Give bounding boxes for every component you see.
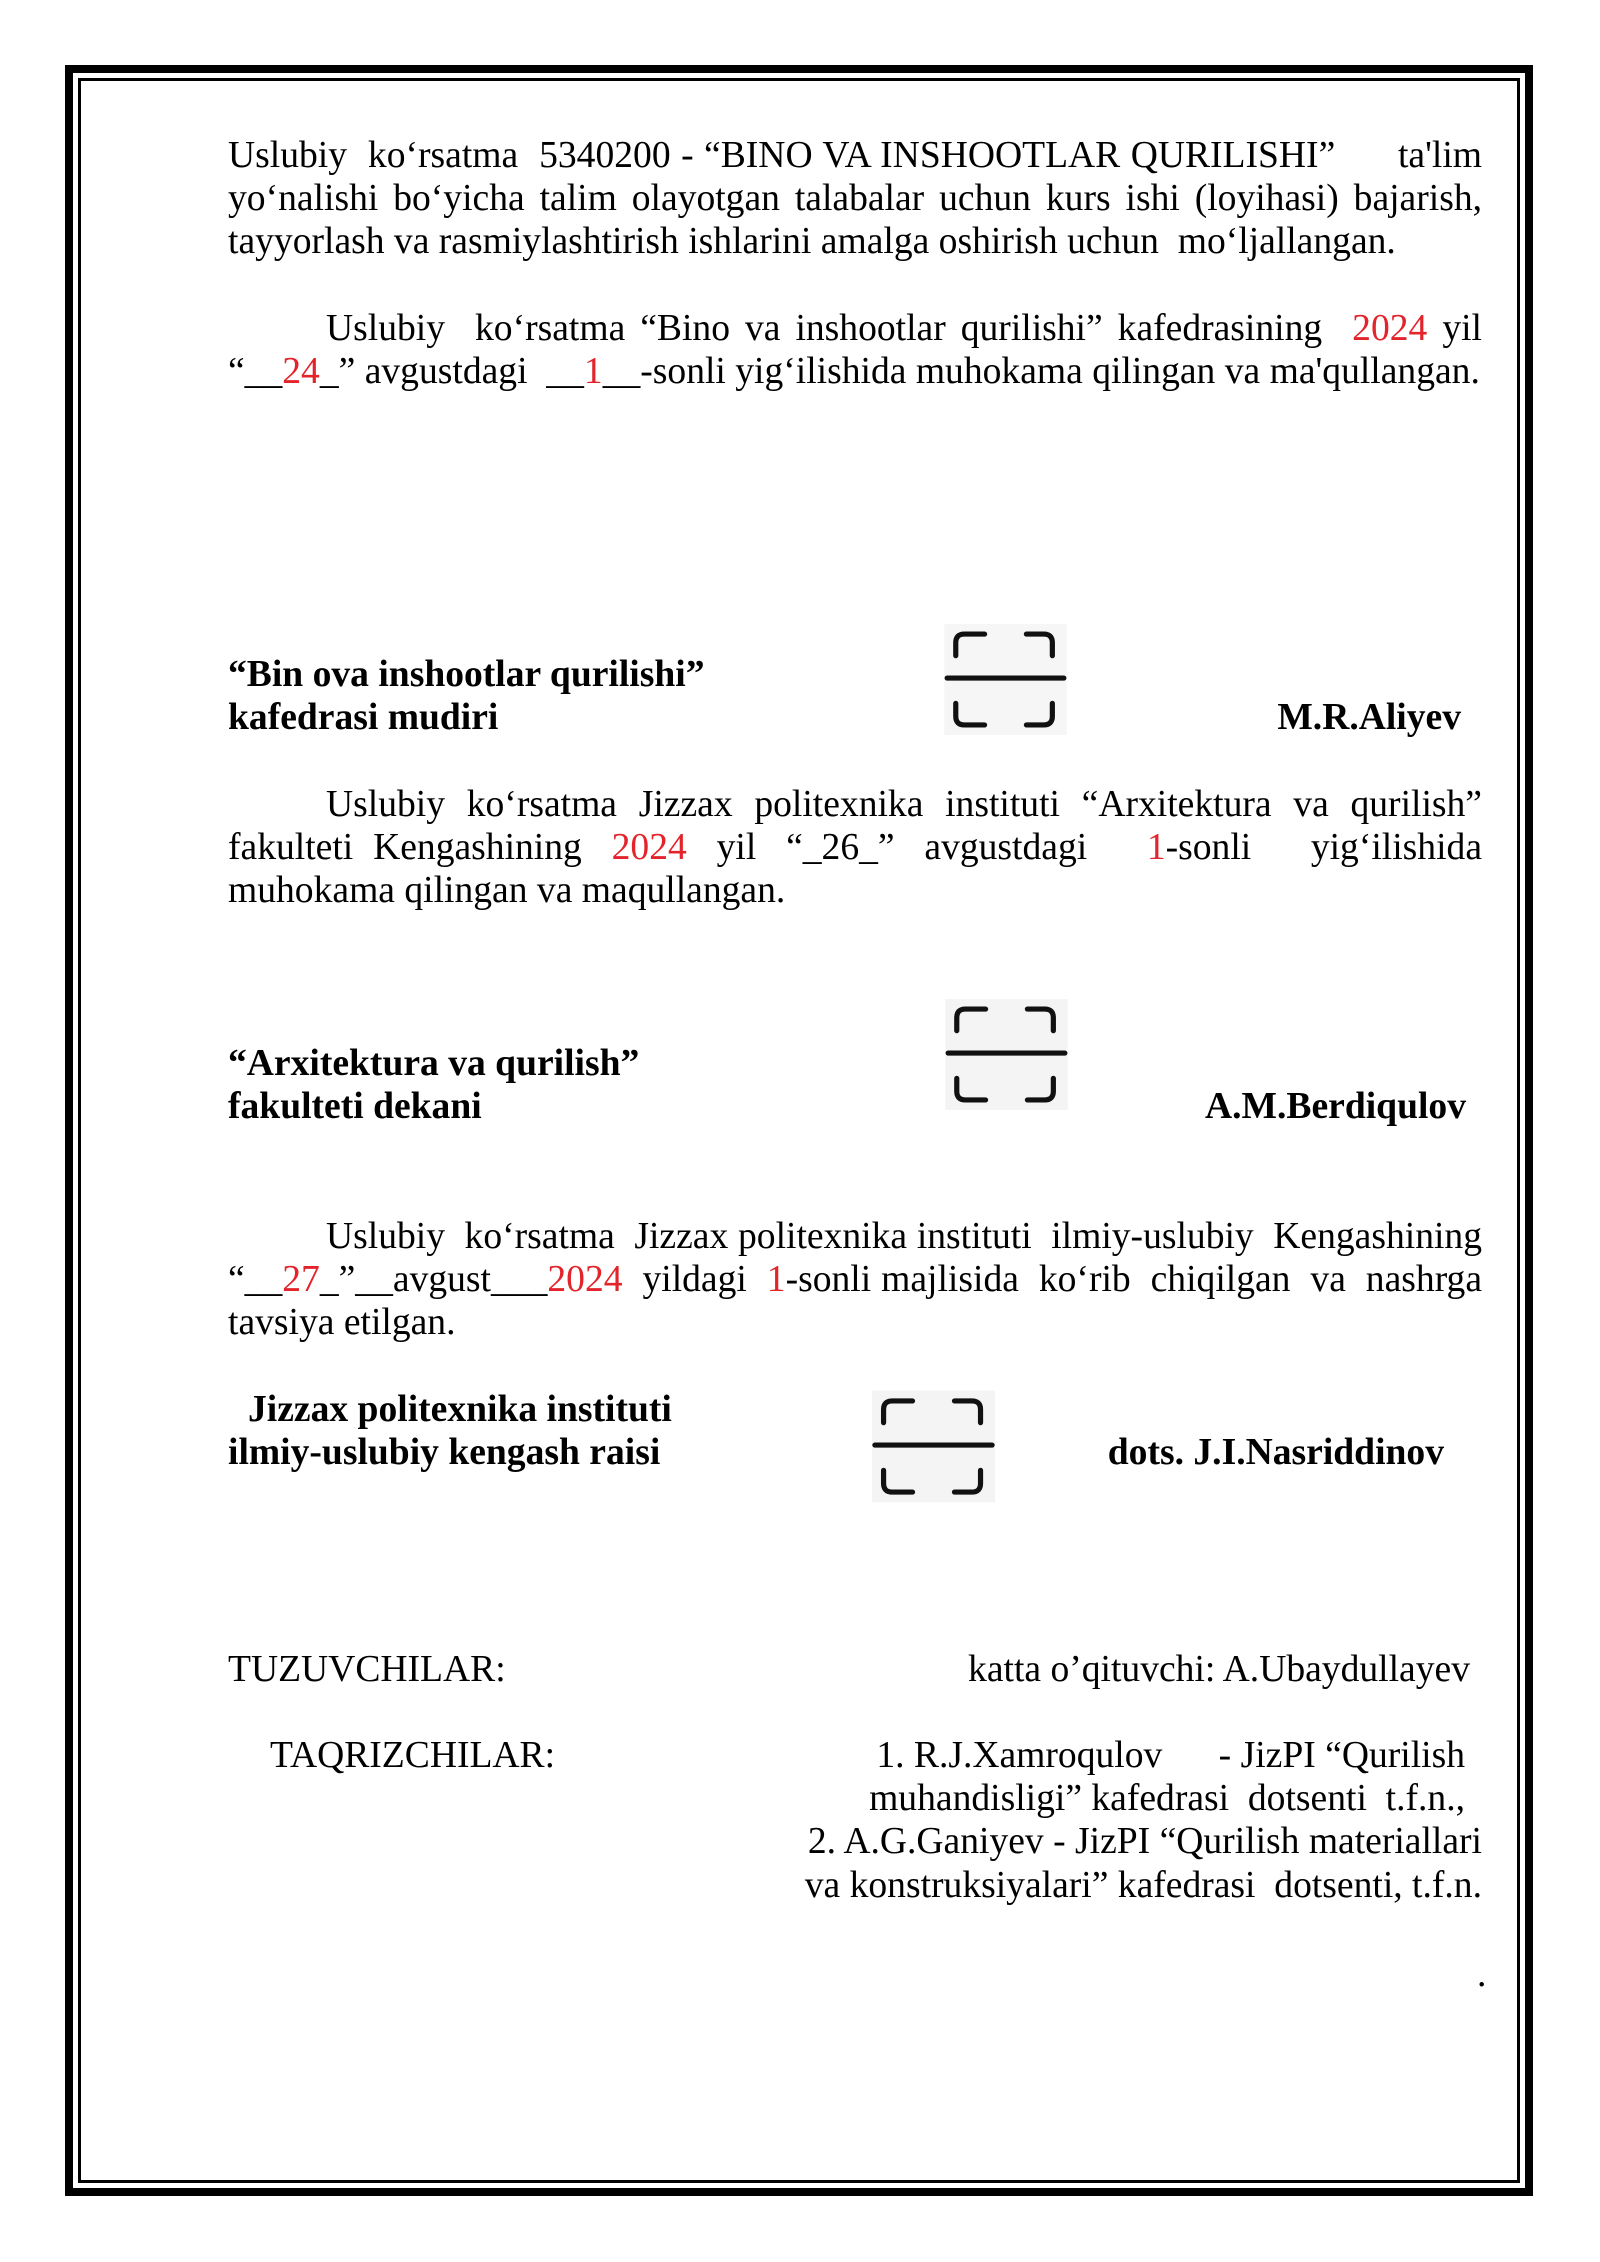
- council-recommendation-open-quote: “__: [228, 1259, 283, 1301]
- reviewers-label: TAQRIZCHILAR:: [270, 1735, 556, 1776]
- faculty-approval-meeting-number: 1: [1146, 827, 1166, 869]
- faculty-approval-line-1: Uslubiy ko‘rsatma Jizzax politexnika instituti “Arxitektura va qurilish”: [326, 784, 1482, 825]
- council-recommendation-rest: -sonli majlisida ko‘rib chiqilgan va nashrga: [785, 1259, 1482, 1301]
- faculty-approval-line-2: [228, 826, 1482, 869]
- faculty-approval-paragraph: [228, 783, 1482, 913]
- department-approval-year: 2024: [1352, 308, 1428, 349]
- department-approval-day: 24: [282, 351, 320, 393]
- compilers-value: katta o’qituvchi: A.Ubaydullayev: [968, 1649, 1470, 1690]
- department-approval-line-1: [228, 307, 1482, 350]
- reviewer-line-3: 2. A.G.Ganiyev - JizPI “Qurilish materiallari: [807, 1821, 1482, 1862]
- reviewer-line-1: 1. R.J.Xamroqulov - JizPI “Qurilish: [876, 1735, 1465, 1776]
- faculty-approval-rest: -sonli yig‘ilishida: [1165, 827, 1482, 869]
- department-approval-rest: __-sonli yig‘ilishida muhokama qilingan va ma'qullangan.: [602, 351, 1480, 393]
- intro-paragraph: [228, 134, 1482, 264]
- scan-icon: [944, 624, 1067, 735]
- department-approval-year-suffix: yil: [1427, 308, 1482, 349]
- scan-icon: [945, 999, 1068, 1110]
- faculty-approval-middle: yil “_26_” avgustdagi: [686, 827, 1147, 869]
- department-head-title-line-2: kafedrasi mudiri: [228, 697, 499, 738]
- faculty-dean-name: A.M.Berdiqulov: [1205, 1086, 1466, 1127]
- department-head-title-line-1: “Bin ova inshootlar qurilishi”: [228, 654, 705, 695]
- council-recommendation-middle: yildagi: [622, 1259, 767, 1301]
- intro-line-3: tayyorlash va rasmiylashtirish ishlarini amalga oshirish uchun mo‘ljallangan.: [228, 221, 1396, 263]
- department-head-name: M.R.Aliyev: [1277, 697, 1461, 738]
- department-approval-month: _” avgustdagi __: [319, 351, 584, 393]
- council-recommendation-line-2: [228, 1258, 1482, 1301]
- council-recommendation-line-1: Uslubiy ko‘rsatma Jizzax politexnika instituti ilmiy-uslubiy Kengashining: [326, 1216, 1482, 1257]
- council-recommendation-line-3: tavsiya etilgan.: [228, 1302, 456, 1344]
- council-recommendation-day: 27: [282, 1259, 320, 1301]
- faculty-approval-line-3: muhokama qilingan va maqullangan.: [228, 870, 786, 912]
- department-approval-text: Uslubiy ko‘rsatma “Bino va inshootlar qurilishi” kafedrasining: [326, 308, 1353, 349]
- faculty-approval-lead: fakulteti Kengashining: [228, 827, 612, 869]
- reviewer-line-2: muhandisligi” kafedrasi dotsenti t.f.n.,: [869, 1778, 1465, 1819]
- council-chair-title-line-1: Jizzax politexnika instituti: [248, 1389, 672, 1430]
- council-recommendation-year: 2024: [547, 1259, 623, 1301]
- council-recommendation-meeting-number: 1: [766, 1259, 786, 1301]
- faculty-dean-title-line-1: “Arxitektura va qurilish”: [228, 1043, 640, 1084]
- council-recommendation-month: _”__avgust___: [319, 1259, 548, 1301]
- intro-line-2: yo‘nalishi bo‘yicha talim olayotgan talabalar uchun kurs ishi (loyihasi) bajarish,: [228, 178, 1482, 220]
- faculty-approval-year: 2024: [611, 827, 687, 869]
- scan-icon: [872, 1390, 995, 1503]
- department-approval-open-quote: “__: [228, 351, 283, 393]
- faculty-dean-title-line-2: fakulteti dekani: [228, 1086, 482, 1127]
- reviewer-line-4: va konstruksiyalari” kafedrasi dotsenti, t.f.n.: [804, 1865, 1482, 1906]
- compilers-label: TUZUVCHILAR:: [228, 1649, 506, 1690]
- department-approval-line-2: [228, 350, 1482, 393]
- trailing-mark: .: [1477, 1954, 1487, 1995]
- council-chair-name: dots. J.I.Nasriddinov: [1107, 1432, 1444, 1473]
- council-recommendation-paragraph: [228, 1215, 1482, 1345]
- council-chair-title-line-2: ilmiy-uslubiy kengash raisi: [228, 1432, 661, 1473]
- department-approval-meeting-number: 1: [583, 351, 603, 393]
- department-approval-paragraph: [228, 307, 1482, 393]
- intro-line-1: Uslubiy ko‘rsatma 5340200 - “BINO VA INSHOOTLAR QURILISHI” ta'lim: [228, 135, 1482, 176]
